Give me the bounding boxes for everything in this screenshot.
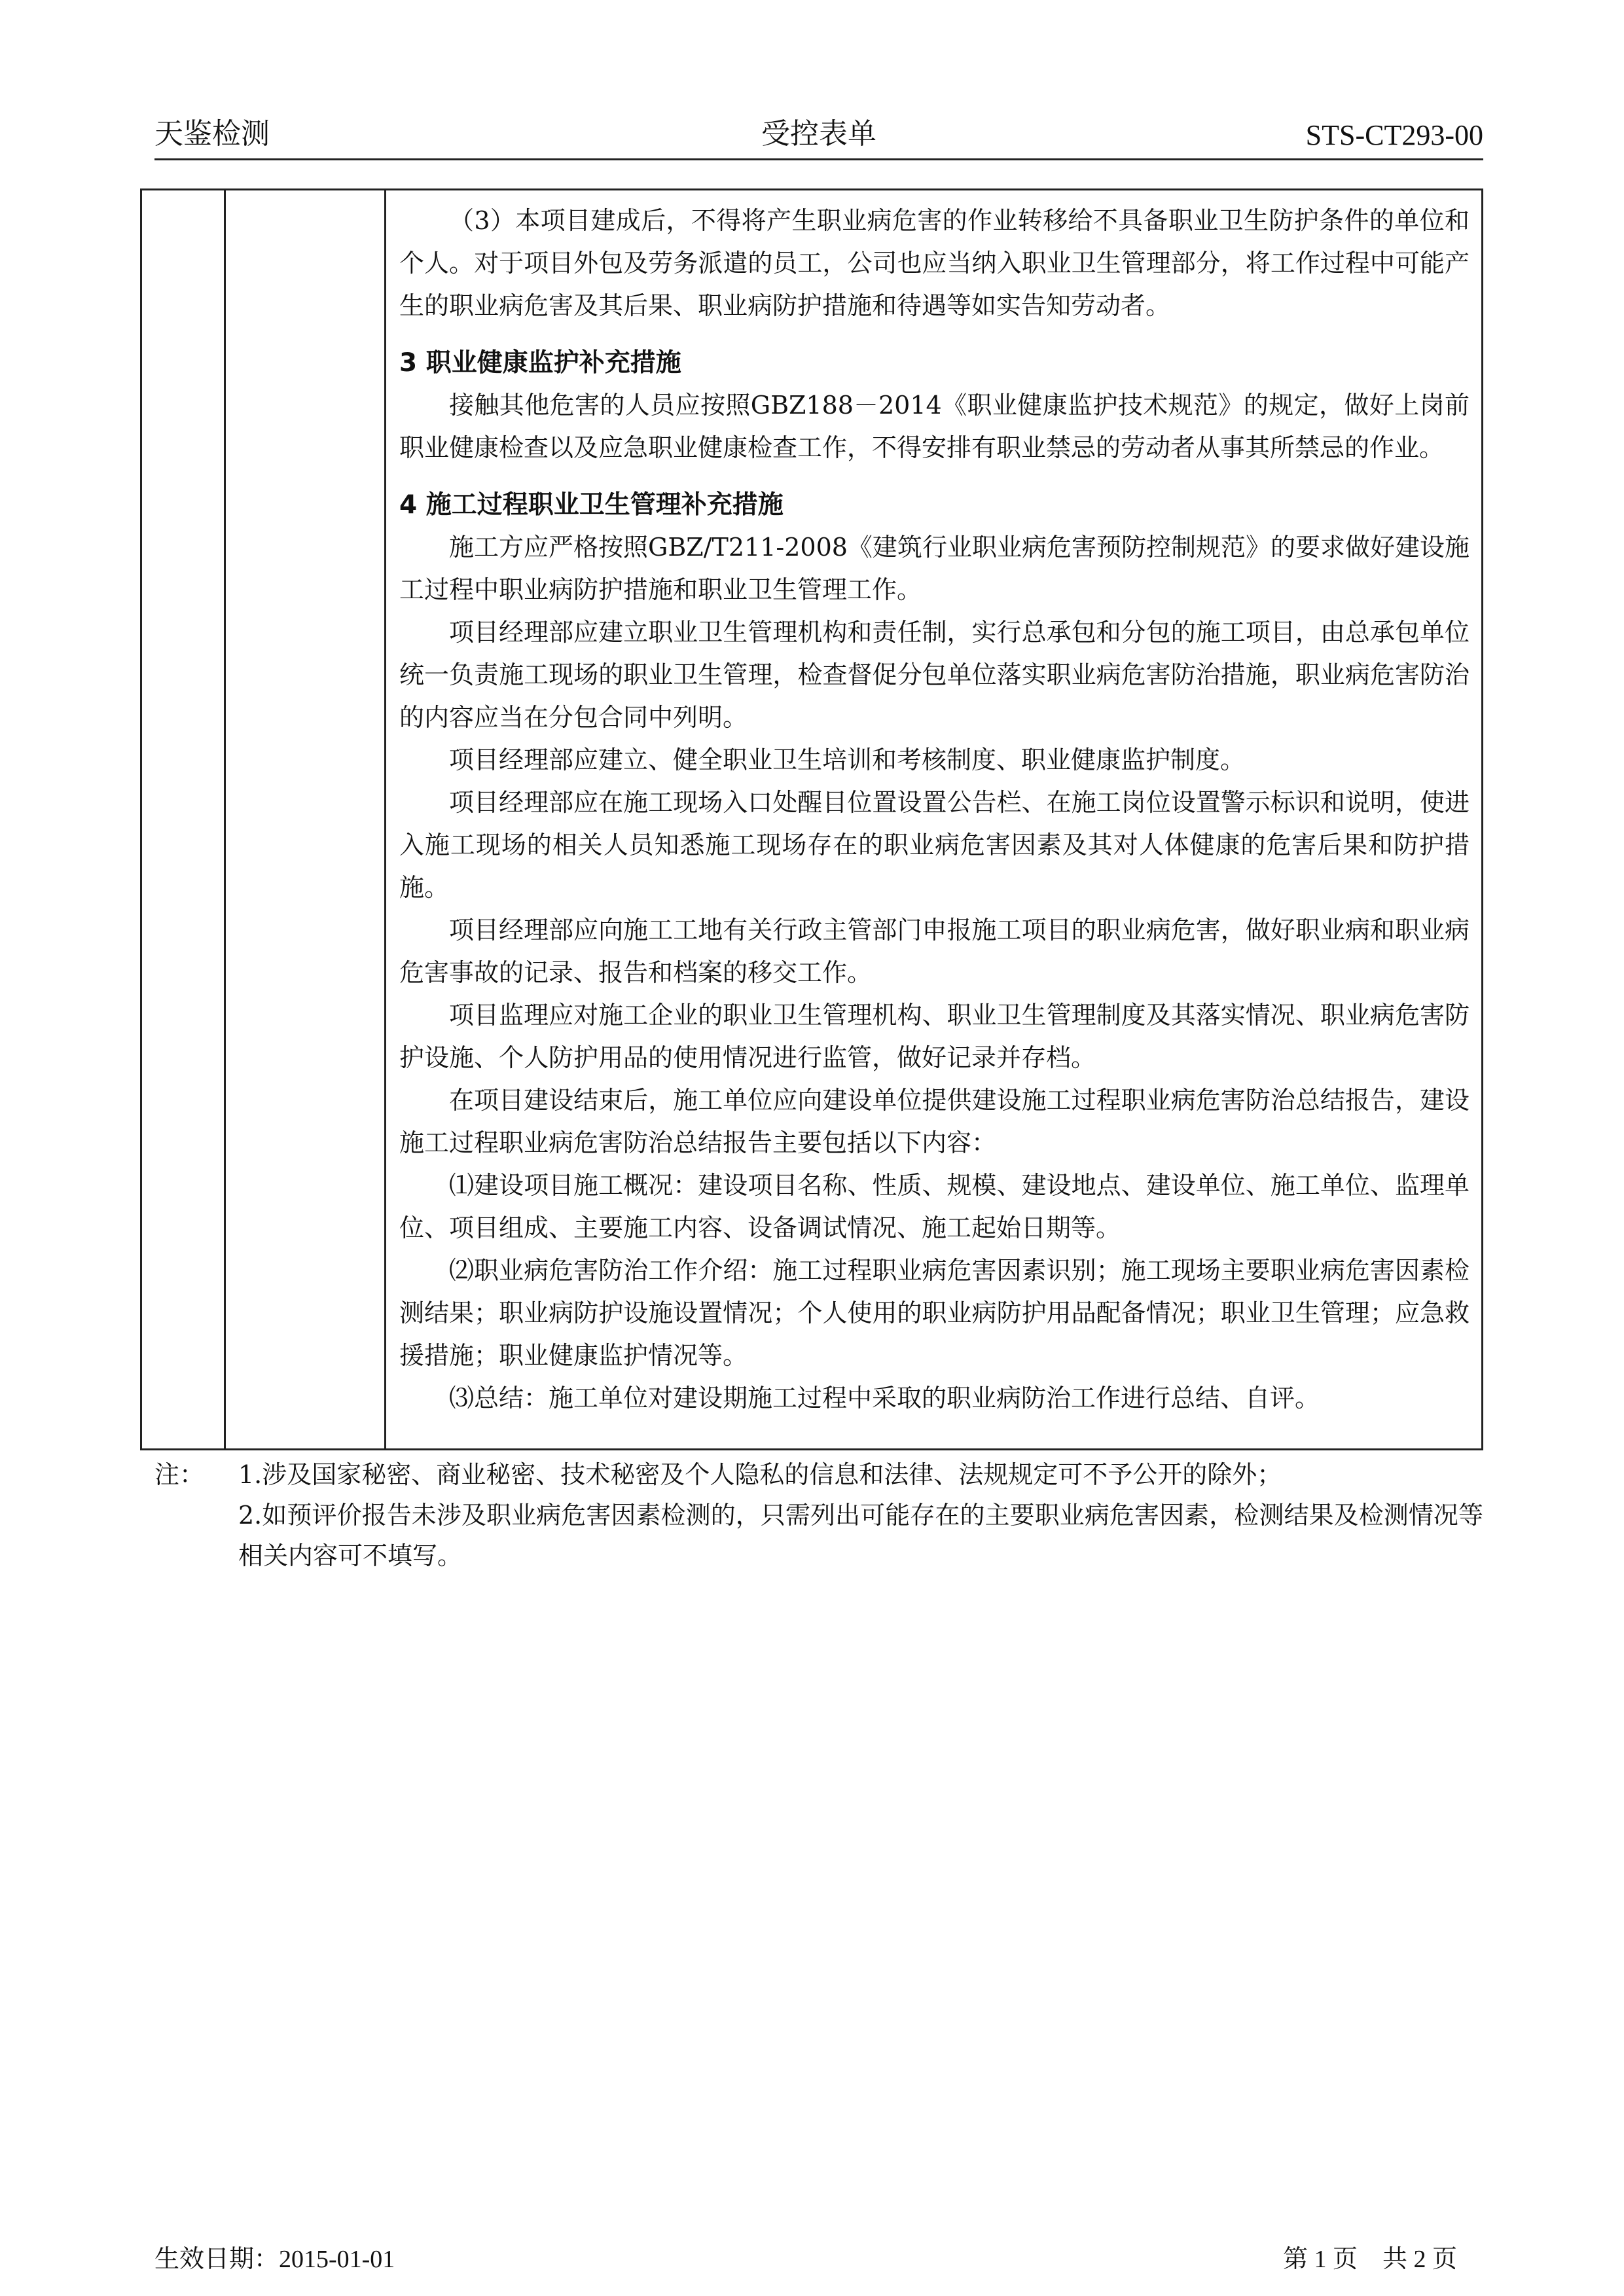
header-doc-code: STS-CT293-00 bbox=[1305, 119, 1483, 151]
header-title: 受控表单 bbox=[761, 118, 876, 150]
page-footer bbox=[154, 2238, 1457, 2274]
notes-label: 注： bbox=[154, 1460, 205, 1489]
page-number: 第 1 页 共 2 页 bbox=[1282, 2246, 1457, 2273]
section-4-paragraph: 项目经理部应建立职业卫生管理机构和责任制，实行总承包和分包的施工项目，由总承包单位统一负责施工现场的职业卫生管理，检查督促分包单位落实职业病危害防治措施，职业病危害防治的内容应当在分包合同中列明。 bbox=[399, 618, 1470, 732]
section-3-paragraph: 接触其他危害的人员应按照GBZ188－2014《职业健康监护技术规范》的规定，做好上岗前职业健康检查以及应急职业健康检查工作，不得安排有职业禁忌的劳动者从事其所禁忌的作业。 bbox=[399, 391, 1470, 462]
table-column-1 bbox=[142, 190, 226, 1448]
intro-paragraph: （3）本项目建成后，不得将产生职业病危害的作业转移给不具备职业卫生防护条件的单位和个人。对于项目外包及劳务派遣的员工，公司也应当纳入职业卫生管理部分，将工作过程中可能产生的职业病危害及其后果、职业病防护措施和待遇等如实告知劳动者。 bbox=[399, 206, 1470, 320]
table-content-cell bbox=[386, 190, 1481, 1448]
section-4-paragraph: 项目经理部应向施工工地有关行政主管部门申报施工项目的职业病危害，做好职业病和职业病危害事故的记录、报告和档案的移交工作。 bbox=[399, 916, 1470, 987]
section-4-paragraph: 施工方应严格按照GBZ/T211-2008《建筑行业职业病危害预防控制规范》的要求做好建设施工过程中职业病防护措施和职业卫生管理工作。 bbox=[399, 533, 1470, 604]
report-item-1: ⑴建设项目施工概况：建设项目名称、性质、规模、建设地点、建设单位、施工单位、监理单位、项目组成、主要施工内容、设备调试情况、施工起始日期等。 bbox=[399, 1171, 1470, 1242]
content-table bbox=[140, 188, 1483, 1450]
section-4-paragraph: 项目经理部应建立、健全职业卫生培训和考核制度、职业健康监护制度。 bbox=[449, 745, 1246, 774]
note-item-1: 1.涉及国家秘密、商业秘密、技术秘密及个人隐私的信息和法律、法规规定可不予公开的除外； bbox=[238, 1460, 1282, 1489]
header-company: 天鉴检测 bbox=[154, 118, 270, 150]
note-item-2: 2.如预评价报告未涉及职业病危害因素检测的，只需列出可能存在的主要职业病危害因素，检测结果及检测情况等相关内容可不填写。 bbox=[238, 1501, 1483, 1570]
report-item-3: ⑶总结：施工单位对建设期施工过程中采取的职业病防治工作进行总结、自评。 bbox=[449, 1384, 1320, 1412]
section-3-title: 3 职业健康监护补充措施 bbox=[399, 348, 681, 378]
page-header bbox=[154, 111, 1483, 160]
notes-section bbox=[154, 1454, 1483, 1576]
effective-date: 生效日期：2015-01-01 bbox=[154, 2246, 395, 2273]
section-4-paragraph: 项目监理应对施工企业的职业卫生管理机构、职业卫生管理制度及其落实情况、职业病危害防护设施、个人防护用品的使用情况进行监管，做好记录并存档。 bbox=[399, 1001, 1470, 1072]
report-item-2: ⑵职业病危害防治工作介绍：施工过程职业病危害因素识别；施工现场主要职业病危害因素检测结果；职业病防护设施设置情况；个人使用的职业病防护用品配备情况；职业卫生管理；应急救援措施；职业健康监护情况等。 bbox=[399, 1256, 1470, 1370]
section-4-title: 4 施工过程职业卫生管理补充措施 bbox=[399, 490, 784, 520]
section-4-paragraph: 项目经理部应在施工现场入口处醒目位置设置公告栏、在施工岗位设置警示标识和说明，使进入施工现场的相关人员知悉施工现场存在的职业病危害因素及其对人体健康的危害后果和防护措施。 bbox=[399, 788, 1470, 902]
table-column-2 bbox=[226, 190, 386, 1448]
section-4-paragraph: 在项目建设结束后，施工单位应向建设单位提供建设施工过程职业病危害防治总结报告，建设施工过程职业病危害防治总结报告主要包括以下内容： bbox=[399, 1086, 1470, 1157]
